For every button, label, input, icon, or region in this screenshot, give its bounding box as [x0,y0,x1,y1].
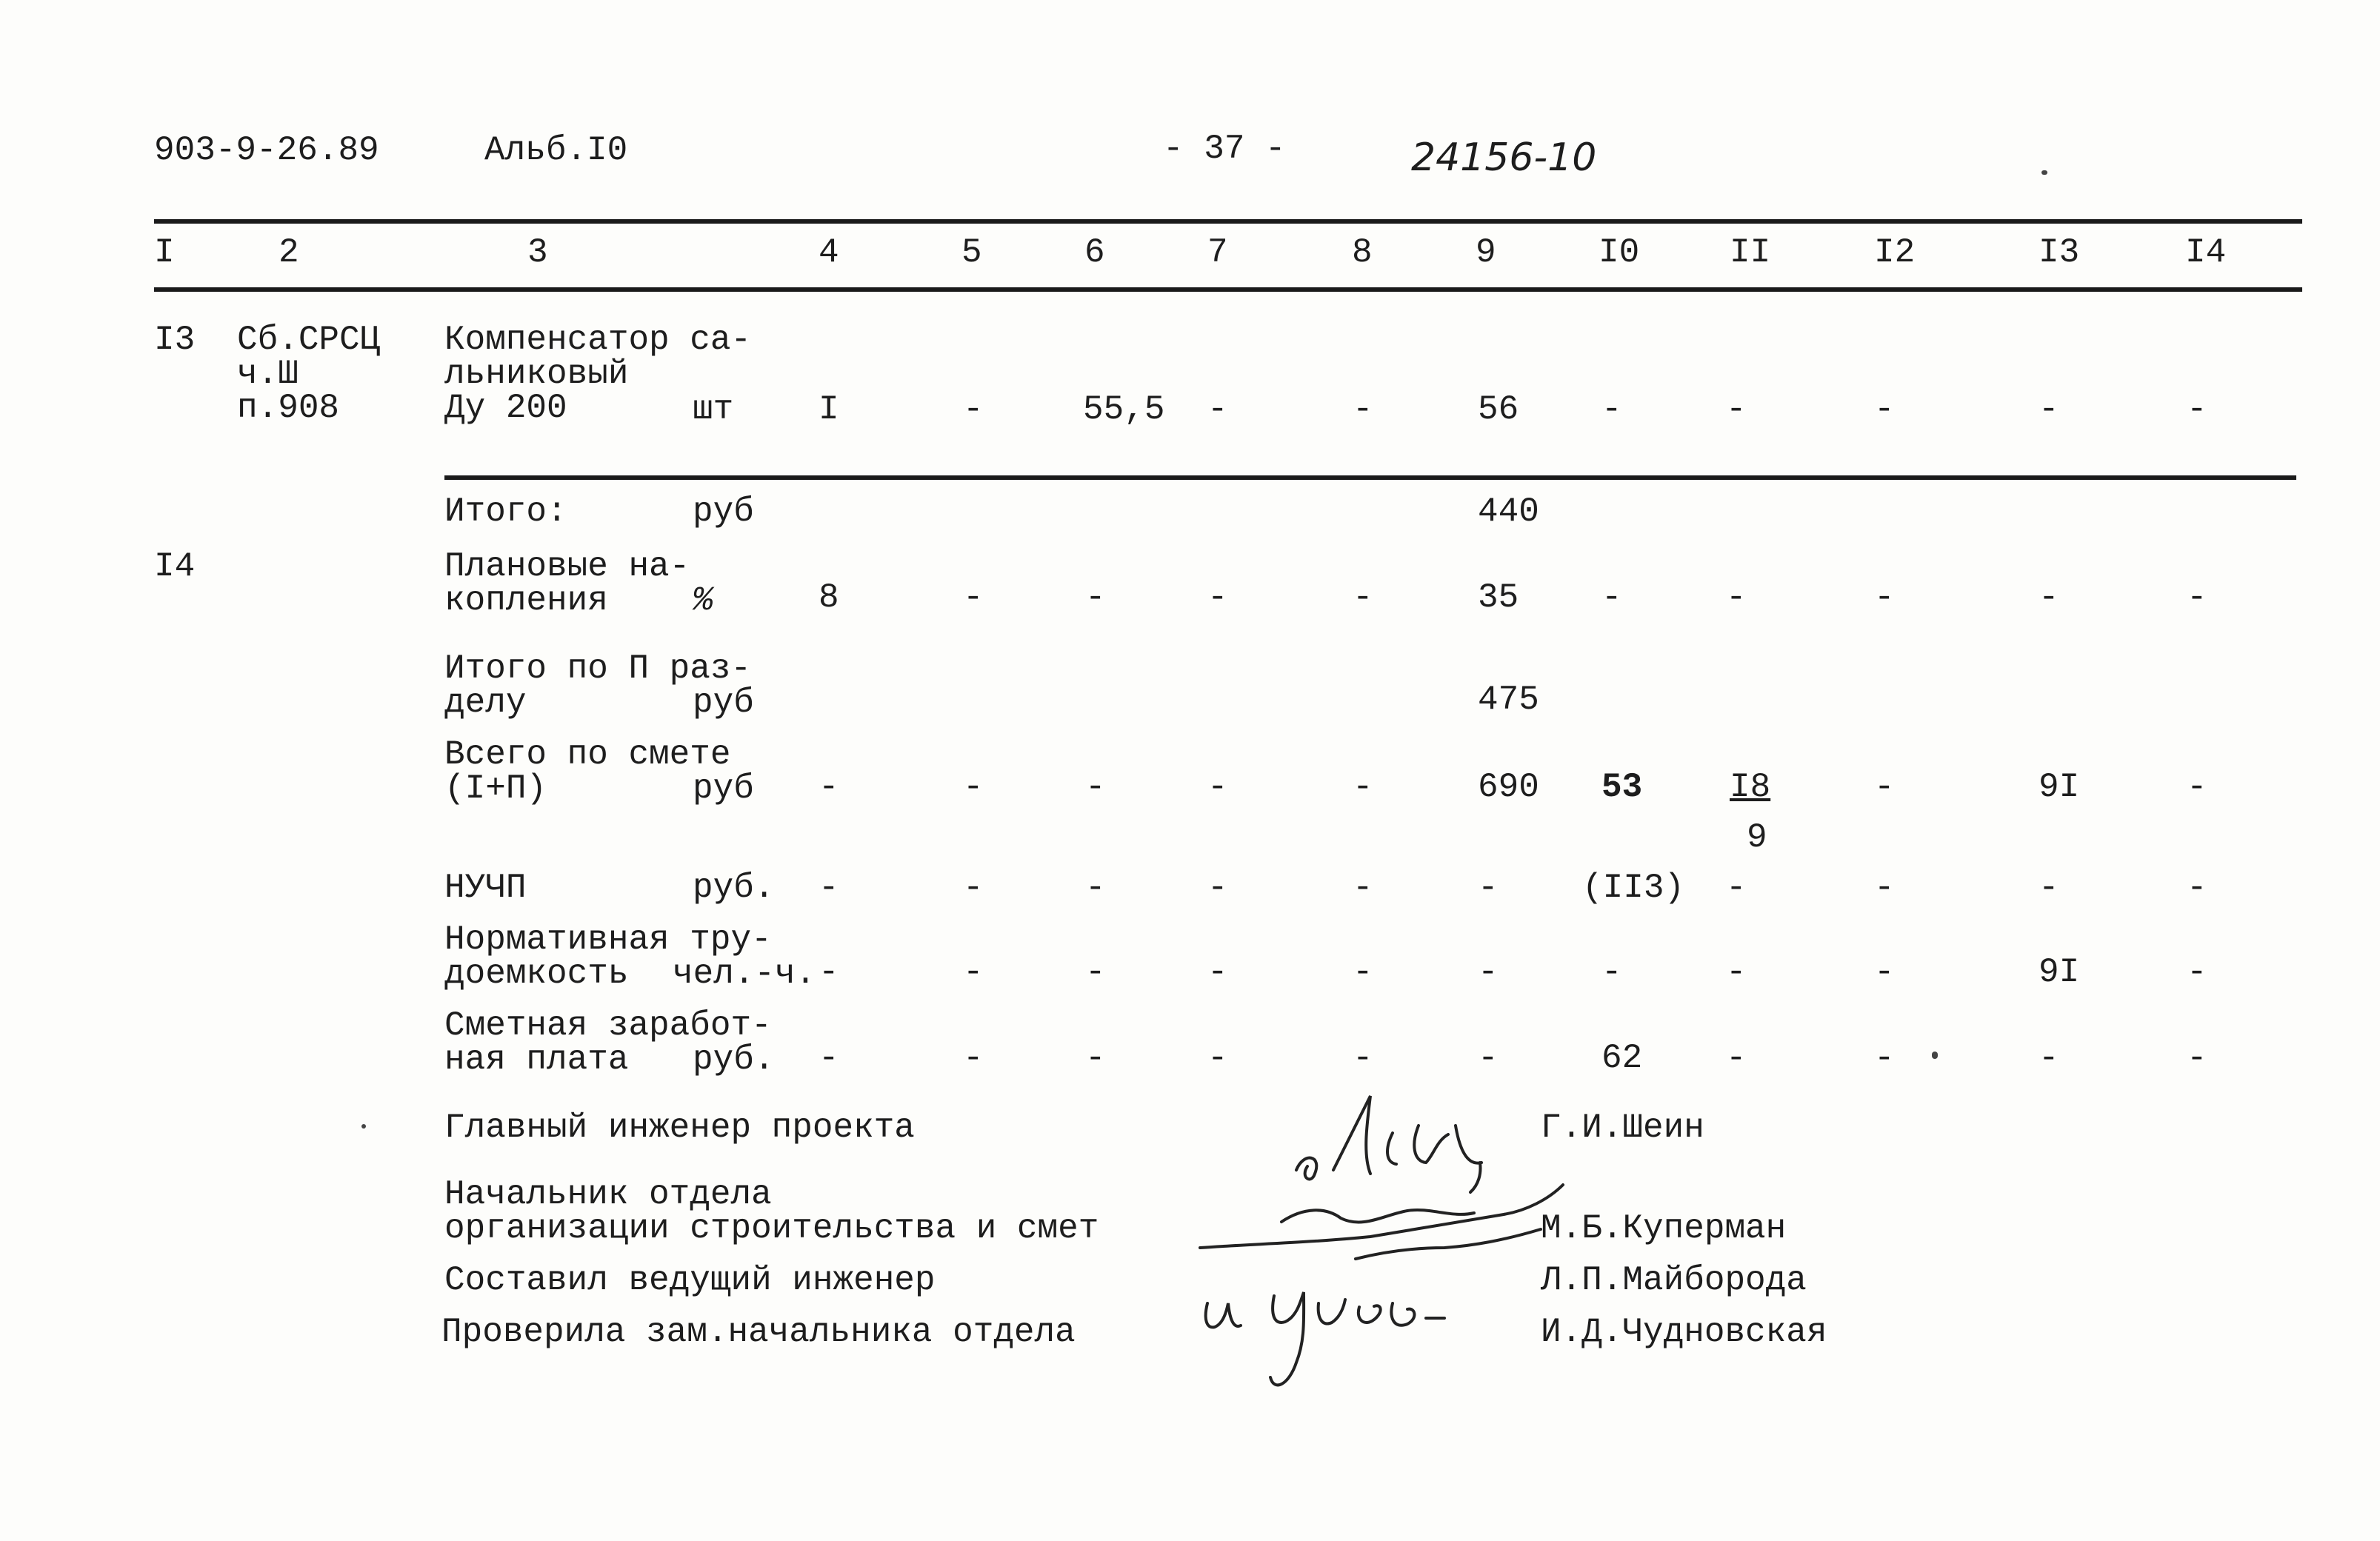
cell-c6: - [1085,953,1106,992]
signature-role-line-1: Начальник отдела [444,1175,772,1214]
cell-c10: - [1601,390,1622,429]
cell-c13: - [2039,869,2059,907]
cell-c9: 35 [1478,578,1519,617]
signature-person: М.Б.Куперман [1541,1209,1787,1248]
signature-role: Проверила зам.начальника отдела [441,1313,1076,1351]
cell-c8: - [1353,953,1373,992]
cell-c9: - [1478,953,1499,992]
col-header-4: 4 [819,233,839,272]
signature-role: Составил ведущий инженер [444,1261,936,1300]
signature-person: Л.П.Майборода [1541,1261,1807,1300]
cell-c6: 55,5 [1083,390,1165,429]
cell-c4: - [819,869,839,907]
cell-c5: - [963,768,984,806]
cell-c7: - [1207,578,1228,617]
item-name-line-2: копления [444,581,608,620]
col-header-3: 3 [527,233,548,272]
cell-c12: - [1874,768,1895,806]
handwritten-number: 24156-10 [1411,136,1597,180]
item-ref-line-1: Сб.СРСЦ [237,321,381,359]
item-name-line-2: льниковый [444,355,629,393]
cell-c5: - [963,869,984,907]
cell-c5: - [963,390,984,429]
cell-c11: - [1726,953,1747,992]
cell-c4: - [819,1039,839,1077]
cell-c4: - [819,768,839,806]
item-number: I3 [154,321,196,359]
page-number: - 37 - [1163,130,1286,168]
col-header-7: 7 [1207,233,1228,272]
item-name-line-3: Ду 200 [444,389,567,427]
total-unit: руб [693,492,754,531]
cell-c7: - [1207,768,1228,806]
cell-c10: - [1601,578,1622,617]
cell-c13: - [2039,578,2059,617]
signature-person: Г.И.Шеин [1541,1109,1704,1147]
scan-speck [361,1124,366,1129]
cell-c10: (II3) [1582,869,1685,907]
item-unit: шт [693,390,734,429]
col-header-13: I3 [2039,233,2080,272]
cell-c5: - [963,578,984,617]
col-header-10: I0 [1599,233,1640,272]
cell-c9: 690 [1478,768,1539,806]
cell-c12: - [1874,390,1895,429]
cell-c11: - [1726,869,1747,907]
cell-c14: - [2187,869,2207,907]
row-name-line-2: ная плата [444,1040,629,1079]
scan-speck [1932,1052,1938,1059]
cell-c14: - [2187,390,2207,429]
col-header-14: I4 [2185,233,2227,272]
cell-c12: - [1874,869,1895,907]
col-header-11: II [1730,233,1771,272]
subtotal-rule [444,475,2296,480]
signature-role-line-2: организации строительства и смет [444,1209,1099,1248]
item-unit: % [693,581,713,620]
row-name-line-1: Сметная заработ- [444,1006,772,1045]
cell-c8: - [1353,869,1373,907]
signature-role: Главный инженер проекта [444,1109,915,1147]
cell-c8: - [1353,768,1373,806]
row-name-line-2: доемкость [444,955,629,993]
cell-c4: - [819,953,839,992]
item-name-line-1: Компенсатор са- [444,321,752,359]
cell-c10: 53 [1601,768,1643,806]
cell-c7: - [1207,869,1228,907]
cell-c8: - [1353,1039,1373,1077]
item-number: I4 [154,547,196,586]
cell-c14: - [2187,953,2207,992]
cell-c6: - [1085,768,1106,806]
cell-c7: - [1207,1039,1228,1077]
col-header-6: 6 [1084,233,1105,272]
cell-c12: - [1874,953,1895,992]
cell-c9: - [1478,1039,1499,1077]
header-bottom-rule [154,287,2302,292]
cell-c11: - [1726,578,1747,617]
cell-c9: 475 [1478,681,1539,719]
cell-c8: - [1353,390,1373,429]
item-name-line-1: Плановые на- [444,547,690,586]
cell-c9: - [1478,869,1499,907]
cell-c8: - [1353,578,1373,617]
row-name-line-1: Итого по П раз- [444,649,752,688]
row-unit: руб [693,769,754,808]
row-unit: чел.-ч. [673,955,816,993]
cell-c12: - [1874,1039,1895,1077]
row-name-line-2: делу [444,683,527,722]
cell-c5: - [963,1039,984,1077]
cell-c10: 62 [1601,1039,1643,1077]
row-unit: руб [693,683,754,722]
col-header-8: 8 [1352,233,1373,272]
total-label: Итого: [444,492,567,531]
col-header-2: 2 [279,233,299,272]
cell-c11: - [1726,1039,1747,1077]
cell-c13: 9I [2039,953,2080,992]
cell-c7: - [1207,390,1228,429]
cell-c11-numerator: I8 [1730,768,1771,806]
row-name-line-1: Нормативная тру- [444,920,772,959]
cell-c13: - [2039,390,2059,429]
row-unit: руб. [693,869,775,907]
cell-c6: - [1085,578,1106,617]
cell-c11-denominator: 9 [1747,818,1767,857]
total-value: 440 [1478,492,1539,531]
col-header-9: 9 [1476,233,1496,272]
album-label: Альб.I0 [484,131,628,170]
cell-c13: - [2039,1039,2059,1077]
scan-speck [2041,170,2047,175]
item-ref-line-2: ч.Ш [237,355,299,393]
cell-c4: I [819,390,839,429]
cell-c10: - [1601,953,1622,992]
table-top-rule [154,219,2302,224]
item-ref-line-3: п.908 [237,389,340,427]
row-name: НУЧП [444,869,527,907]
signature-kuperman [1193,1177,1578,1266]
row-unit: руб. [693,1040,775,1079]
signature-person: И.Д.Чудновская [1541,1313,1827,1351]
cell-c13: 9I [2039,768,2080,806]
row-name-line-2: (I+П) [444,769,547,808]
cell-c4: 8 [819,578,839,617]
col-header-1: I [154,233,175,272]
cell-c5: - [963,953,984,992]
cell-c11: - [1726,390,1747,429]
cell-c14: - [2187,578,2207,617]
cell-c6: - [1085,1039,1106,1077]
cell-c7: - [1207,953,1228,992]
cell-c14: - [2187,768,2207,806]
doc-code: 903-9-26.89 [154,131,379,170]
cell-c14: - [2187,1039,2207,1077]
cell-c9: 56 [1478,390,1519,429]
cell-c12: - [1874,578,1895,617]
row-name-line-1: Всего по смете [444,735,731,774]
col-header-12: I2 [1874,233,1916,272]
cell-c6: - [1085,869,1106,907]
signature-chudnovskaya [1193,1274,1474,1414]
col-header-5: 5 [961,233,982,272]
